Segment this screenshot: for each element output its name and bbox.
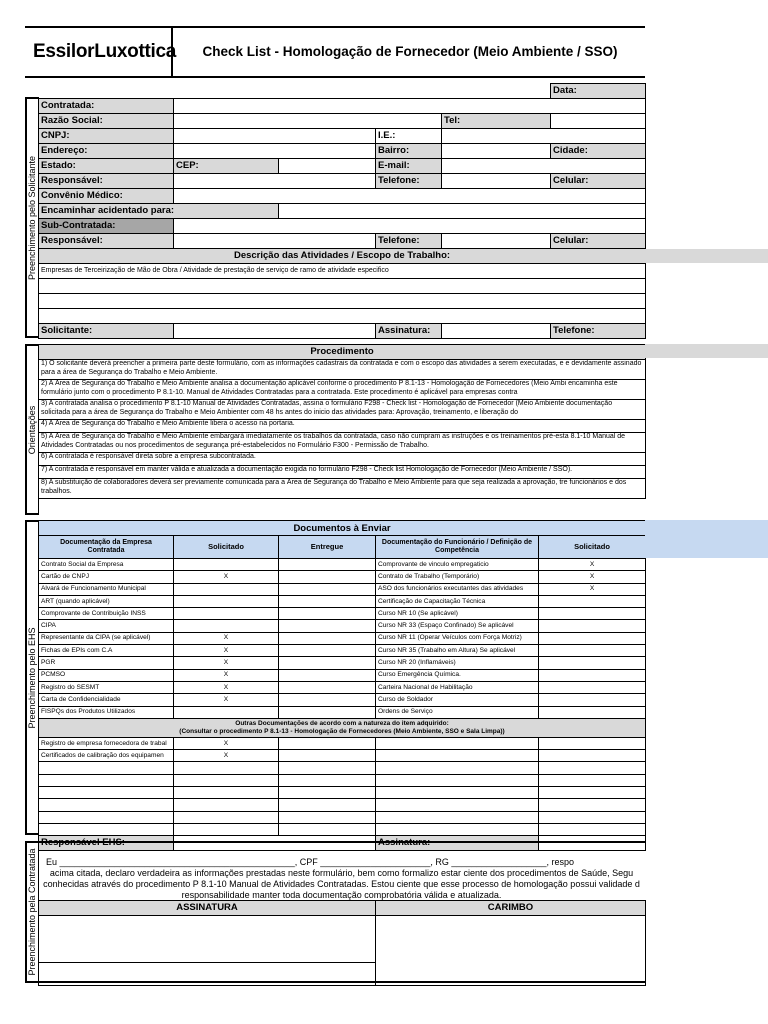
- requester-section: [25, 83, 645, 338]
- other-document-row: [39, 799, 646, 811]
- telefone3-label: Telefone:: [551, 324, 646, 339]
- endereco-field[interactable]: [174, 144, 376, 159]
- other-document-row: [39, 811, 646, 823]
- employee-doc-cell: Carteira Nacional de Habilitação: [376, 681, 539, 693]
- requested-cell[interactable]: X: [174, 694, 279, 706]
- tel-label: Tel:: [442, 114, 551, 129]
- subcontratada-field[interactable]: [174, 219, 646, 234]
- company-doc-cell: Carta de Confidencialidade: [39, 694, 174, 706]
- document-row: [39, 657, 646, 669]
- other-employee-doc-cell[interactable]: [376, 774, 539, 786]
- other-delivered-cell[interactable]: [279, 750, 376, 762]
- other-doc-cell: [39, 774, 174, 786]
- requester-table: [38, 83, 646, 339]
- convenio-field[interactable]: [174, 189, 646, 204]
- other-document-row: [39, 823, 646, 835]
- other-docs-line1: Outras Documentações de acordo com a natureza do item adquirido:: [235, 719, 449, 727]
- document-row: [39, 669, 646, 681]
- contratada-field[interactable]: [174, 99, 646, 114]
- requested-2-cell[interactable]: [539, 694, 646, 706]
- requested-2-cell[interactable]: X: [539, 571, 646, 583]
- requested-cell[interactable]: X: [174, 669, 279, 681]
- guidelines-side-panel: [25, 344, 39, 515]
- employee-doc-cell: Curso NR 20 (Inflamáveis): [376, 657, 539, 669]
- procedure-header: Procedimento: [39, 345, 646, 360]
- other-doc-cell: [39, 762, 174, 774]
- company-doc-cell: ART (quando aplicável): [39, 595, 174, 607]
- employee-doc-cell: Curso de Soldador: [376, 694, 539, 706]
- other-docs-header: [39, 718, 646, 737]
- requested-2-cell[interactable]: [539, 632, 646, 644]
- razao-social-label: Razão Social:: [39, 114, 174, 129]
- employee-doc-cell: Curso NR 10 (Se aplicável): [376, 608, 539, 620]
- bairro-field[interactable]: [442, 144, 551, 159]
- other-employee-doc-cell[interactable]: [376, 750, 539, 762]
- declaration-line-1: Eu _______________________________________________, CPF ______________________, RG ___________________, respo: [46, 857, 574, 867]
- company-doc-cell: FISPQs dos Produtos Utilizados: [39, 706, 174, 718]
- assinatura-label: Assinatura:: [376, 324, 442, 339]
- declaration-line-3: conhecidas através do procedimento P 8.1-10 Manual de Atividades Contratadas. Estou ciente que esse processo de homologação possui validade d: [43, 879, 640, 889]
- document-title: Check List - Homologação de Fornecedor (Meio Ambiente / SSO): [202, 44, 618, 59]
- employee-doc-cell: ASO dos funcionários executantes das atividades: [376, 583, 539, 595]
- requested-cell[interactable]: [174, 583, 279, 595]
- delivered-cell[interactable]: [279, 645, 376, 657]
- delivered-cell[interactable]: [279, 669, 376, 681]
- other-employee-doc-cell[interactable]: [376, 811, 539, 823]
- ehs-assinatura-label: Assinatura:: [376, 836, 539, 851]
- employee-doc-cell: Comprovante de vinculo empregaticio: [376, 559, 539, 571]
- other-document-row: [39, 737, 646, 749]
- bairro-label: Bairro:: [376, 144, 442, 159]
- encaminhar-label: Encaminhar acidentado para:: [39, 204, 279, 219]
- documents-header: Documentos à Enviar: [39, 521, 646, 536]
- col-company-docs: Documentação da Empresa Contratada: [39, 536, 174, 559]
- requested-cell[interactable]: X: [174, 657, 279, 669]
- other-requested-2-cell[interactable]: [539, 762, 646, 774]
- documents-table: [38, 520, 646, 851]
- procedure-item: 4) A Área de Segurança do Trabalho e Meio Ambiente libera o acesso na portaria.: [39, 420, 646, 433]
- signature-table: [38, 900, 646, 986]
- company-doc-cell: Comprovante de Contribuição INSS: [39, 608, 174, 620]
- ie-field[interactable]: [442, 129, 646, 144]
- assinatura-box[interactable]: [39, 916, 376, 963]
- other-document-row: [39, 750, 646, 762]
- procedure-item: 7) A contratada é responsável em manter válida e atualizada a documentação exigida no formulário F298 - Check list Homologação de Fornecedor (Meio Ambiente / SSO).: [39, 466, 646, 479]
- guidelines-side-label: Orientações: [27, 405, 37, 454]
- razao-social-field[interactable]: [174, 114, 442, 129]
- contractor-side-panel: [25, 841, 39, 983]
- date-field[interactable]: Data:: [551, 84, 646, 99]
- delivered-cell[interactable]: [279, 583, 376, 595]
- celular-label: Celular:: [551, 174, 646, 189]
- delivered-cell[interactable]: [279, 571, 376, 583]
- requested-cell[interactable]: X: [174, 681, 279, 693]
- other-doc-cell: [39, 823, 174, 835]
- procedure-header-overflow: [645, 344, 768, 358]
- other-requested-cell[interactable]: [174, 787, 279, 799]
- convenio-label: Convênio Médico:: [39, 189, 174, 204]
- other-delivered-cell[interactable]: [279, 787, 376, 799]
- company-doc-cell: Cartão de CNPJ: [39, 571, 174, 583]
- delivered-cell[interactable]: [279, 706, 376, 718]
- description-blank-row[interactable]: [39, 294, 646, 309]
- requested-cell[interactable]: X: [174, 571, 279, 583]
- cnpj-field[interactable]: [174, 129, 376, 144]
- document-row: [39, 620, 646, 632]
- requested-cell[interactable]: [174, 608, 279, 620]
- document-row: [39, 571, 646, 583]
- other-requested-cell[interactable]: X: [174, 750, 279, 762]
- document-row: [39, 559, 646, 571]
- employee-doc-cell: Certificação de Capacitação Técnica: [376, 595, 539, 607]
- requested-cell[interactable]: [174, 595, 279, 607]
- other-delivered-cell[interactable]: [279, 823, 376, 835]
- other-employee-doc-cell[interactable]: [376, 762, 539, 774]
- col-delivered: Entregue: [279, 536, 376, 559]
- requested-2-cell[interactable]: [539, 608, 646, 620]
- contratada-label: Contratada:: [39, 99, 174, 114]
- responsavel-ehs-label: Responsável EHS:: [39, 836, 174, 851]
- description-text[interactable]: Empresas de Terceirização de Mão de Obra / Atividade de prestação de serviço de ramo de atividade especifico: [39, 264, 646, 279]
- other-delivered-cell[interactable]: [279, 774, 376, 786]
- responsavel2-field[interactable]: [174, 234, 376, 249]
- other-requested-2-cell[interactable]: [539, 823, 646, 835]
- delivered-cell[interactable]: [279, 595, 376, 607]
- telefone-label: Telefone:: [376, 174, 442, 189]
- other-requested-cell[interactable]: [174, 774, 279, 786]
- other-employee-doc-cell[interactable]: [376, 799, 539, 811]
- delivered-cell[interactable]: [279, 694, 376, 706]
- col-requested-2: Solicitado: [539, 536, 646, 559]
- other-requested-cell[interactable]: [174, 811, 279, 823]
- other-requested-2-cell[interactable]: [539, 774, 646, 786]
- other-requested-cell[interactable]: [174, 823, 279, 835]
- requested-cell[interactable]: [174, 620, 279, 632]
- delivered-cell[interactable]: [279, 632, 376, 644]
- other-requested-2-cell[interactable]: [539, 787, 646, 799]
- endereco-label: Endereço:: [39, 144, 174, 159]
- description-blank-row[interactable]: [39, 279, 646, 294]
- employee-doc-cell: Curso Emergência Química.: [376, 669, 539, 681]
- email-field[interactable]: [442, 159, 646, 174]
- employee-doc-cell: Ordens de Serviço: [376, 706, 539, 718]
- company-doc-cell: Representante da CIPA (se aplicável): [39, 632, 174, 644]
- company-doc-cell: Fichas de EPIs com C.A: [39, 645, 174, 657]
- document-row: [39, 694, 646, 706]
- other-requested-2-cell[interactable]: [539, 750, 646, 762]
- contractor-side-label: Preenchimento pela Contratada: [27, 848, 37, 976]
- document-row: [39, 583, 646, 595]
- solicitante-label: Solicitante:: [39, 324, 174, 339]
- other-doc-cell: [39, 799, 174, 811]
- responsavel2-label: Responsável:: [39, 234, 174, 249]
- cnpj-label: CNPJ:: [39, 129, 174, 144]
- other-document-row: [39, 762, 646, 774]
- other-delivered-cell[interactable]: [279, 762, 376, 774]
- document-row: [39, 645, 646, 657]
- other-employee-doc-cell[interactable]: [376, 787, 539, 799]
- other-requested-cell[interactable]: [174, 762, 279, 774]
- celular2-label: Celular:: [551, 234, 646, 249]
- other-document-row: [39, 774, 646, 786]
- requested-2-cell[interactable]: [539, 669, 646, 681]
- other-doc-cell: [39, 787, 174, 799]
- other-delivered-cell[interactable]: [279, 811, 376, 823]
- company-doc-cell: Registro do SESMT: [39, 681, 174, 693]
- description-header-overflow: [645, 249, 768, 263]
- declaration-line-4: responsabilidade manter toda documentação comprobatória válida e atualizada.: [181, 890, 502, 900]
- col-employee-docs: Documentação do Funcionário / Definição de Competência: [376, 536, 539, 559]
- responsavel-field[interactable]: [174, 174, 376, 189]
- procedure-table: [38, 344, 646, 499]
- assinatura-header: ASSINATURA: [39, 901, 376, 916]
- other-employee-doc-cell[interactable]: [376, 823, 539, 835]
- company-doc-cell: PCMSO: [39, 669, 174, 681]
- other-document-row: [39, 787, 646, 799]
- requester-side-label: Preenchimento pelo Solicitante: [27, 155, 37, 280]
- document-row: [39, 595, 646, 607]
- delivered-cell[interactable]: [279, 559, 376, 571]
- encaminhar-field[interactable]: [279, 204, 646, 219]
- document-row: [39, 608, 646, 620]
- document-row: [39, 681, 646, 693]
- bottom-border: [25, 981, 645, 983]
- email-label: E-mail:: [376, 159, 442, 174]
- other-requested-2-cell[interactable]: [539, 811, 646, 823]
- requested-2-cell[interactable]: [539, 706, 646, 718]
- requested-2-cell[interactable]: [539, 681, 646, 693]
- requested-2-cell[interactable]: [539, 645, 646, 657]
- requested-2-cell[interactable]: [539, 657, 646, 669]
- other-employee-doc-cell[interactable]: [376, 737, 539, 749]
- delivered-cell[interactable]: [279, 608, 376, 620]
- procedure-item: 3) A contratada analisa o procedimento P 8.1-10 Manual de Atividades Contratadas, assina o formulário F298 - Check list - Homologação de Fornecedor (Meio Ambiente documentação solicitada para a área de Segurança do Trabalho e Meio Ambienter com 48 hs antes do inicio das atividades para: Aprovação, treinamento, e liberação do: [39, 400, 646, 420]
- delivered-cell[interactable]: [279, 657, 376, 669]
- other-doc-cell: Certificados de calibração dos equipamen: [39, 750, 174, 762]
- requested-2-cell[interactable]: [539, 595, 646, 607]
- procedure-item: 5) A Área de Segurança do Trabalho e Meio Ambiente embargará imediatamente os trabalhos da contratada, caso não cumpram as instruções e os treinamentos pré-esta 8.1-10 Manual de Atividades Contratadas ou nos procedimentos de segurança pré-estabelecidos no Formulário F300 - Permissão de Trabalho.: [39, 433, 646, 453]
- document-row: [39, 632, 646, 644]
- employee-doc-cell: Curso NR 11 (Operar Veículos com Força Motriz): [376, 632, 539, 644]
- requested-2-cell[interactable]: X: [539, 583, 646, 595]
- requester-side-panel: [25, 97, 39, 338]
- requested-2-cell[interactable]: [539, 620, 646, 632]
- other-delivered-cell[interactable]: [279, 737, 376, 749]
- subcontratada-label: Sub-Contratada:: [39, 219, 174, 234]
- estado-label: Estado:: [39, 159, 174, 174]
- ehs-side-label: Preenchimento pelo EHS: [27, 626, 37, 729]
- company-doc-cell: Contrato Social da Empresa: [39, 559, 174, 571]
- procedure-item: 6) A contratada é responsável direta sobre a empresa subcontratada.: [39, 453, 646, 466]
- carimbo-header: CARIMBO: [376, 901, 646, 916]
- cep-label: CEP:: [174, 159, 279, 174]
- carimbo-box[interactable]: [376, 916, 646, 986]
- other-requested-2-cell[interactable]: [539, 737, 646, 749]
- description-header: Descrição das Atividades / Escopo de Trabalho:: [39, 249, 646, 264]
- other-requested-cell[interactable]: X: [174, 737, 279, 749]
- other-requested-2-cell[interactable]: [539, 799, 646, 811]
- responsavel-label: Responsável:: [39, 174, 174, 189]
- other-requested-cell[interactable]: [174, 799, 279, 811]
- other-doc-cell: [39, 811, 174, 823]
- ehs-side-panel: [25, 520, 39, 835]
- other-docs-line2: (Consultar o procedimento P 8.1-13 - Homologação de Fornecedores (Meio Ambiente, SSO e Sala Limpa)): [179, 727, 505, 735]
- other-doc-cell: Registro de empresa fornecedora de trabal: [39, 737, 174, 749]
- declaration-line-2: acima citada, declaro verdadeira as informações prestadas neste formulário, bem como formalizo estar ciente dos procedimentos de Saúde, Segu: [49, 868, 634, 878]
- delivered-cell[interactable]: [279, 681, 376, 693]
- requested-cell[interactable]: X: [174, 645, 279, 657]
- ie-label: I.E.:: [376, 129, 442, 144]
- solicitante-field[interactable]: [174, 324, 376, 339]
- requested-2-cell[interactable]: X: [539, 559, 646, 571]
- telefone2-field[interactable]: [442, 234, 551, 249]
- document-header: [25, 26, 645, 78]
- document-row: [39, 706, 646, 718]
- documents-header-overflow: [645, 520, 768, 558]
- description-blank-row[interactable]: [39, 309, 646, 324]
- employee-doc-cell: Curso NR 33 (Espaço Confinado) Se aplicável: [376, 620, 539, 632]
- company-doc-cell: Alvará de Funcionamento Municipal: [39, 583, 174, 595]
- other-delivered-cell[interactable]: [279, 799, 376, 811]
- requested-cell[interactable]: [174, 706, 279, 718]
- employee-doc-cell: Curso NR 35 (Trabalho em Altura) Se aplicável: [376, 645, 539, 657]
- telefone2-label: Telefone:: [376, 234, 442, 249]
- company-logo: EssilorLuxottica: [25, 28, 173, 76]
- cep-field[interactable]: [279, 159, 376, 174]
- telefone-field[interactable]: [442, 174, 551, 189]
- procedure-item: 8) A substituição de colaboradores deverá ser previamente comunicada para a Área de Segurança do Trabalho e Meio Ambiente para que seja realizada a aprovação, tre funcionários e dos trabalhos.: [39, 479, 646, 499]
- declaration-block: [38, 841, 645, 901]
- company-doc-cell: PGR: [39, 657, 174, 669]
- requested-cell[interactable]: X: [174, 632, 279, 644]
- requested-cell[interactable]: [174, 559, 279, 571]
- employee-doc-cell: Contrato de Trabalho (Temporário): [376, 571, 539, 583]
- tel-field[interactable]: [551, 114, 646, 129]
- cidade-label: Cidade:: [551, 144, 646, 159]
- procedure-item: 2) A Área de Segurança do Trabalho e Meio Ambiente analisa a documentação aplicável conforme o procedimento P 8.1-13 - Homologação de Fornecedores (Meio Ambi encaminha este formulário junto com o procedimento P 8.1-10. Manual de Atividades Contratadas para a contratada. Este procedimento é aplicável para empresas contra: [39, 380, 646, 400]
- company-doc-cell: CIPA: [39, 620, 174, 632]
- delivered-cell[interactable]: [279, 620, 376, 632]
- col-requested: Solicitado: [174, 536, 279, 559]
- assinatura-field[interactable]: [442, 324, 551, 339]
- procedure-item: 1) O solicitante deverá preencher a primeira parte deste formulário, com as informações cadastrais da contratada e com o escopo das atividades a serem executadas, e e devidamente assinado para a área de Segurança do Trabalho e Meio Ambiente.: [39, 360, 646, 380]
